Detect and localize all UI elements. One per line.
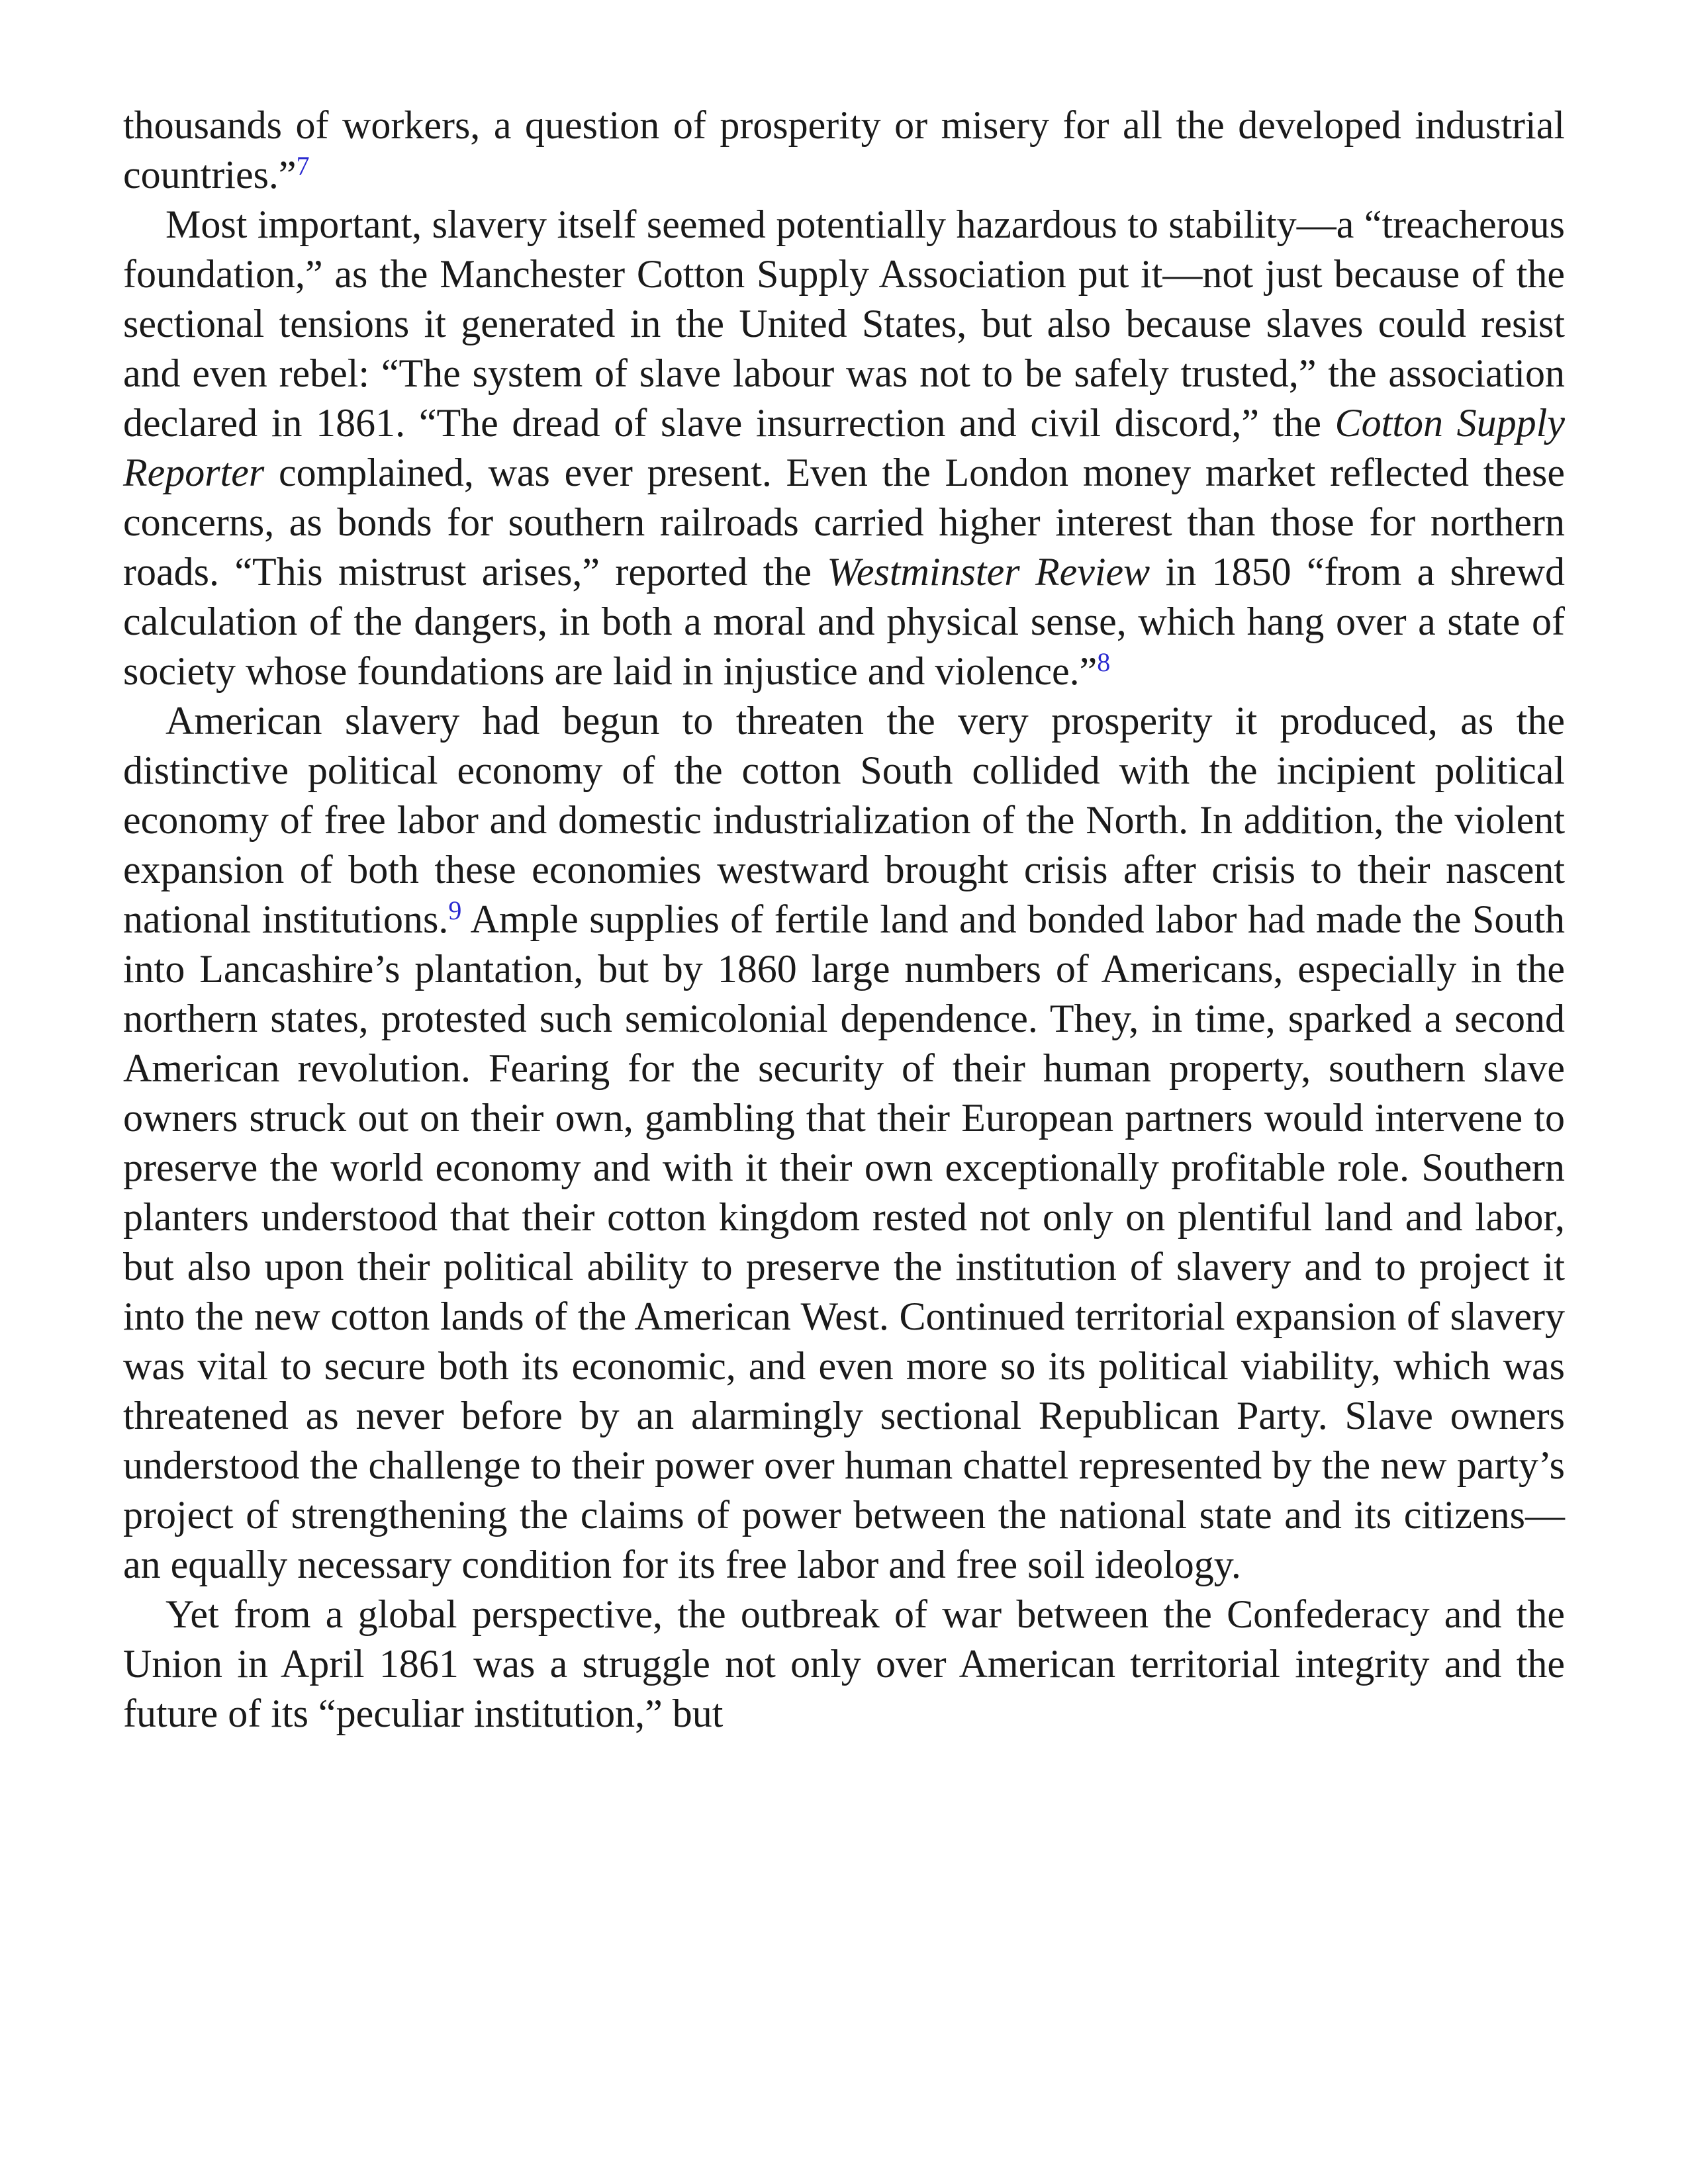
paragraph-text: Ample supplies of fertile land and bonded labor had made the South into Lancashire’s plantation, but by 1860 large numbers of Americans, especially in the northern states, protested such semicolonial dependence. They, in time, sparked a second American revolution. Fearing for the security of their human property, southern slave owners struck out on their own, gambling that their European partners would intervene to preserve the world economy and with it their own exceptionally profitable role. Southern planters understood that their cotton kingdom rested not only on plentiful land and labor, but also upon their political ability to preserve the institution of slavery and to project it into the new cotton lands of the American West. Continued territorial expansion of slavery was vital to secure both its economic, and even more so its political viability, which was threatened as never before by an alarmingly sectional Republican Party. Slave owners understood the challenge to their power over human chattel represented by the new party’s project of strengthening the claims of power between the national state and its citizens—an equally necessary condition for its free labor and free soil ideology. [123,897,1565,1586]
book-page-body [123,101,1565,1739]
footnote-ref-9[interactable]: 9 [448,895,462,925]
publication-title-westminster-review: Westminster Review [827,550,1150,594]
footnote-ref-7[interactable]: 7 [296,151,310,181]
paragraph-slavery-hazard [123,200,1565,696]
paragraph-continuation [123,101,1565,200]
paragraph-text: Most important, slavery itself seemed potentially hazardous to stability—a “treacherous foundation,” as the Manchester Cotton Supply Association put it—not just because of the sectional tensions it generated in the United States, but also because slaves could resist and even rebel: “The system of slave labour was not to be safely trusted,” the association declared in 1861. “The dread of slave insurrection and civil discord,” the [123,203,1565,445]
paragraph-text: complained, was ever present. Even the London money market reflected these concerns, as bonds for southern railroads carried higher interest than those for northern roads. “This mistrust arises,” reported the [123,451,1565,594]
publication-title-cotton-supply-reporter: Cotton Supply Reporter [123,401,1565,494]
paragraph-text: American slavery had begun to threaten the very prosperity it produced, as the distinctive political economy of the cotton South collided with the incipient political economy of free labor and domestic industrialization of the North. In addition, the violent expansion of both these economies westward brought crisis after crisis to their nascent national institutions. [123,699,1565,941]
paragraph-american-slavery [123,696,1565,1590]
paragraph-text: thousands of workers, a question of prosperity or misery for all the developed industrial countries.” [123,103,1565,197]
paragraph-text: in 1850 “from a shrewd calculation of the dangers, in both a moral and physical sense, which hang over a state of society whose foundations are laid in injustice and violence.” [123,550,1565,693]
footnote-ref-8[interactable]: 8 [1097,647,1111,677]
paragraph-text: Yet from a global perspective, the outbreak of war between the Confederacy and the Union in April 1861 was a struggle not only over American territorial integrity and the future of its “peculiar institution,” but [123,1592,1565,1735]
paragraph-global-perspective [123,1590,1565,1739]
